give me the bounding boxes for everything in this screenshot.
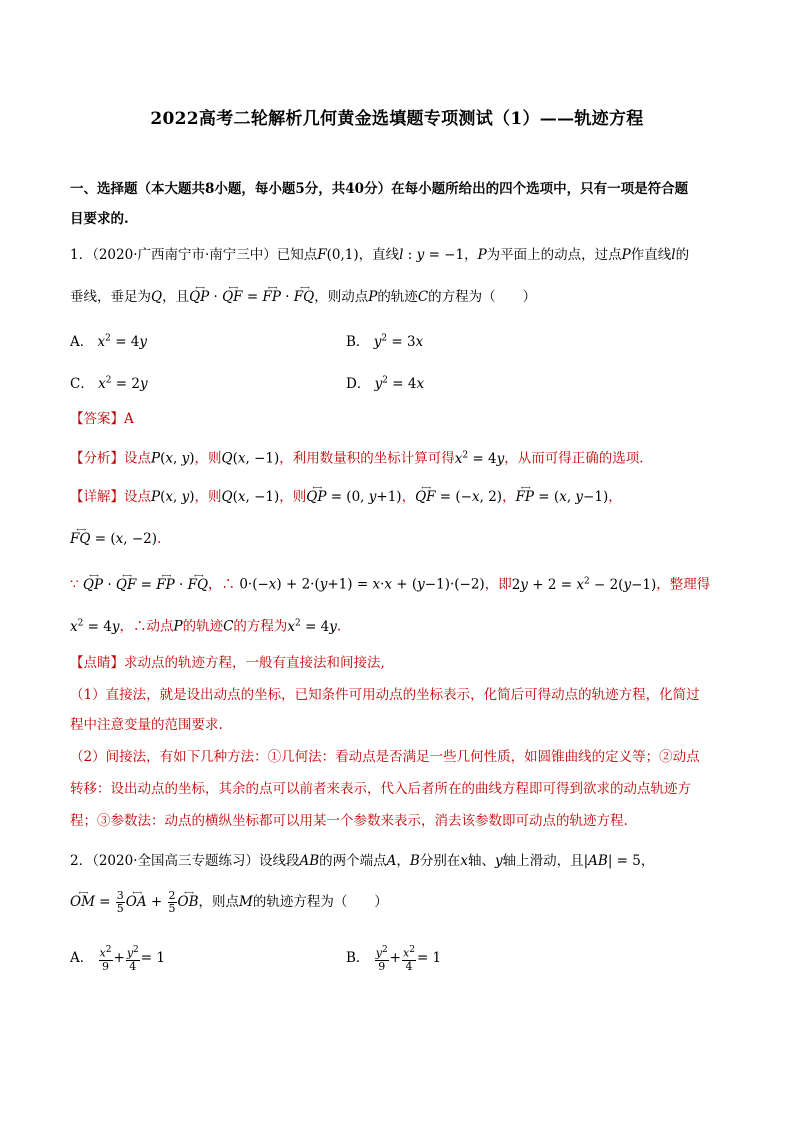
- q1-option-a: A． $x^2 = 4y$: [70, 333, 148, 350]
- detail-line3: ∵ ←→ QP · ←→ QF = ←→ FP · ←→ FQ，∴ 0·(−x) + 2·(y+1) = x·x + (y−1)·(−2)，即$2y + 2 = x^2 - 2(y-1)$，整理得: [70, 572, 730, 594]
- answer-value: A: [124, 411, 134, 427]
- text: ，: [396, 853, 410, 869]
- text: 设点: [124, 489, 151, 505]
- analysis-line: 【分析】设点P(x, y)，则Q(x, −1)，利用数量积的坐标计算可得$x^2 = 4y$，从而可得正确的选项.: [70, 450, 644, 467]
- text: 的方程为（ ）: [428, 289, 537, 305]
- option-label: B．: [346, 949, 370, 966]
- detail-line1: 【详解】设点P(x, y)，则Q(x, −1)，则←→ QP = (0, y+1)，←→ QF = (−x, 2)，←→ FP = (x, y−1)，: [70, 488, 730, 506]
- tip-line3: 程中注意变量的范围要求.: [70, 717, 223, 733]
- option-label: D．: [346, 376, 371, 392]
- option-label: A．: [70, 334, 94, 350]
- text: 设点: [124, 450, 151, 467]
- text: ，从而可得正确的选项.: [504, 450, 644, 467]
- q1-option-b: B． $y^2 = 3x$: [346, 333, 424, 350]
- math: l: [399, 247, 404, 263]
- math: F: [317, 247, 327, 263]
- tip-line4: （2）间接法，有如下几种方法：①几何法：看动点是否满足一些几何性质，如圆锥曲线的定义等；②动点: [70, 749, 700, 765]
- answer-tag: 【答案】: [70, 411, 124, 427]
- q1-line2: 垂线，垂足为Q，且←→ QP · ←→ QF = ←→ FP · ←→ FQ，则动点P的轨迹C的方程为（ ）: [70, 288, 730, 306]
- text: ，: [464, 247, 478, 263]
- text: ，则点: [198, 894, 240, 910]
- text: ，且: [162, 289, 190, 305]
- option-label: B．: [346, 334, 370, 350]
- tip-line6: 程；③参数法：动点的横纵坐标都可以用某一个参数来表示，消去该参数即可动点的轨迹方程.: [70, 813, 628, 829]
- section-heading-line1: 一、选择题（本大题共8小题，每小题5分，共40分）在每小题所给出的四个选项中，只有一项是符合题: [70, 181, 689, 197]
- option-label: A．: [70, 949, 94, 966]
- text: 的轨迹: [377, 289, 418, 305]
- detail-line4: $x^2 = 4y$，∴动点P的轨迹C的方程为$x^2 = 4y$.: [70, 618, 342, 635]
- text: 的轨迹: [182, 618, 224, 635]
- text: ，整理得: [656, 576, 711, 593]
- q1-line1: 1．（2020·广西南宁市·南宁三中）已知点F(0,1)，直线l : y = −1，P为平面上的动点，过点P作直线l的: [70, 247, 690, 263]
- text: ，则: [279, 489, 307, 505]
- text: .: [156, 531, 162, 547]
- detail-line2: ←→ FQ = (x, −2).: [70, 530, 730, 548]
- tip-line2: （1）直接法，就是设出动点的坐标，已知条件可用动点的坐标表示，化简后可得动点的轨迹方程，化简过: [70, 687, 700, 703]
- analysis-tag: 【分析】: [70, 450, 124, 467]
- q1-option-c: C． $x^2 = 2y$: [70, 375, 148, 392]
- q1-source: 1．（2020·广西南宁市·南宁三中）已知点: [70, 247, 318, 263]
- text: ，则: [194, 450, 222, 467]
- section-heading-line2: 目要求的.: [70, 211, 129, 227]
- text: 动点: [146, 618, 174, 635]
- q2-option-b: B． $\frac{y^2}{9}$ + $\frac{x^2}{4}$ = 1: [346, 945, 442, 973]
- text: ，: [608, 489, 622, 505]
- text: 求动点的轨迹方程，一般有直接法和间接法,: [124, 655, 385, 671]
- text: ，则动点: [314, 289, 369, 305]
- text: 的两个端点: [319, 853, 387, 869]
- text: 轴、: [467, 853, 495, 869]
- text: 的方程为: [233, 618, 288, 635]
- tip-line1: [70, 654, 730, 672]
- text: 作直线: [630, 247, 672, 263]
- tip-line5: 转移：设出动点的坐标，其余的点可以前者来表示，代入后者所在的曲线方程即可得到欲求的动点轨迹方: [70, 781, 691, 797]
- text: ，利用数量积的坐标计算可得: [279, 450, 455, 467]
- text: 的轨迹方程为（ ）: [252, 894, 388, 910]
- tip-tag: 【点睛】: [70, 655, 124, 671]
- text: ，: [502, 489, 516, 505]
- detail-tag: 【详解】: [70, 489, 124, 505]
- page-title: 2022高考二轮解析几何黄金选填题专项测试（1）——轨迹方程: [150, 109, 644, 129]
- text: 为平面上的动点，过点: [486, 247, 622, 263]
- text: ，: [119, 618, 133, 635]
- text: ，则: [194, 489, 222, 505]
- q2-source: 2．（2020·全国高三专题练习）设线段: [70, 853, 300, 869]
- q1-option-d: D． $y^2 = 4x$: [346, 375, 425, 392]
- text: 分别在: [419, 853, 461, 869]
- option-label: C．: [70, 376, 94, 392]
- text: ，: [208, 576, 222, 593]
- text: 垂线，垂足为: [70, 289, 151, 305]
- text: 的: [675, 247, 690, 263]
- text: ，直线: [358, 247, 400, 263]
- q2-line2: ←→ OM = $\frac{3}{5}$ ←→ OA + $\frac{2}{5}$ ←→ OB，则点M的轨迹方程为（ ）: [70, 890, 730, 915]
- q2-line1: 2．（2020·全国高三专题练习）设线段AB的两个端点A，B分别在x轴、y轴上滑动，且|AB| = 5，: [70, 853, 655, 869]
- text: ，: [401, 489, 416, 505]
- text: 轴上滑动，且: [502, 853, 584, 869]
- text: ，即: [484, 576, 512, 593]
- answer-line: [70, 410, 730, 428]
- q2-option-a: A． $\frac{x^2}{9}$ + $\frac{y^2}{4}$ = 1: [70, 945, 165, 973]
